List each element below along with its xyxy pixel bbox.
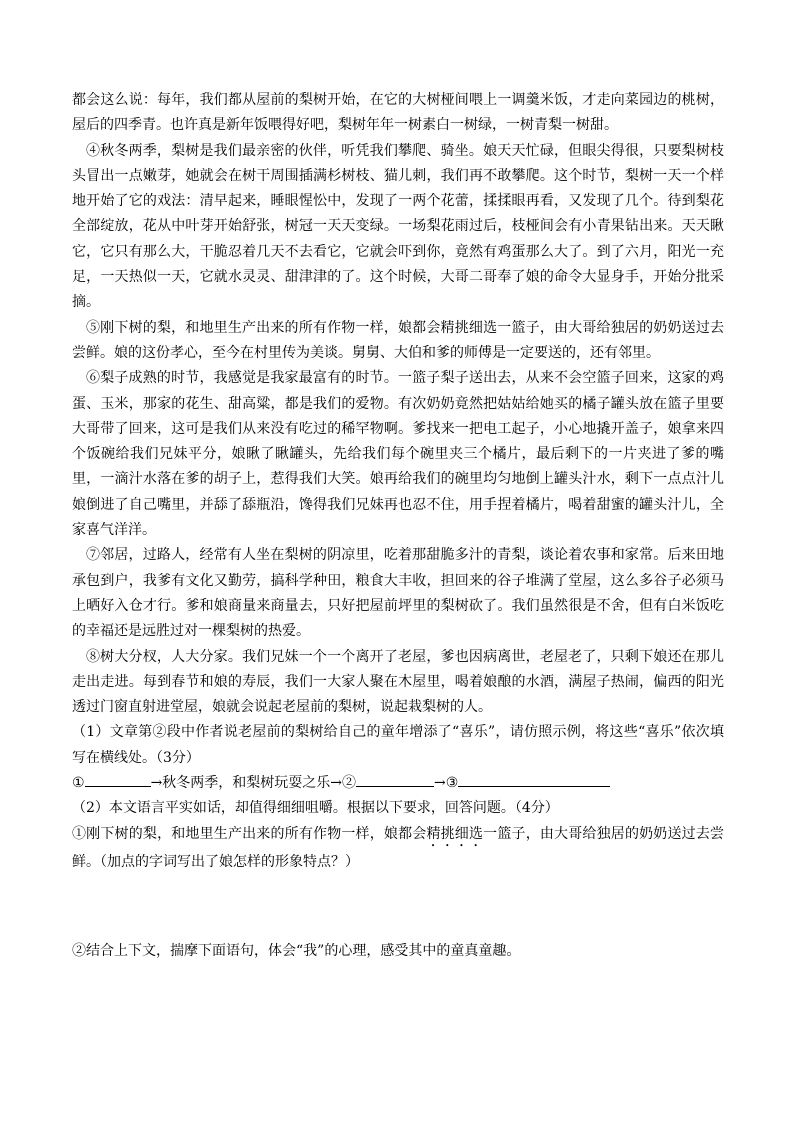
question-2-item-1 <box>72 822 724 875</box>
answer-label-1: ① <box>72 775 85 792</box>
example-text: →秋冬两季，和梨树玩耍之乐→② <box>150 775 357 792</box>
answer-space[interactable] <box>72 875 724 939</box>
answer-blank-3[interactable] <box>458 772 610 787</box>
document-page <box>72 88 724 964</box>
paragraph-continuation: 都会这么说：每年，我们都从屋前的梨树开始，在它的大树桠间喂上一调羹米饭，才走向菜园边的桃树，屋后的四季青。也许真是新年饭喂得好吧，梨树年年一树素白一树绿，一树青梨一树甜。 <box>72 92 724 134</box>
question-1-answer-line <box>72 771 724 796</box>
answer-label-3: →③ <box>434 775 459 792</box>
item-1-after: 一篮子，由大哥给独居的奶奶送过去尝鲜。（加点的字词写出了娘怎样的形象特点？） <box>72 825 725 870</box>
paragraph-7: ⑦邻居，过路人，经常有人坐在梨树的阴凉里，吃着那甜脆多汁的青梨，谈论着农事和家常。后来田地承包到户，我爹有文化又勤劳，搞科学种田，粮食大丰收，担回来的谷子堆满了堂屋，这么多谷子必须马上晒好入仓才行。爹和娘商量来商量去，只好把屋前坪里的梨树砍了。我们虽然很是不舍，但有白米饭吃的幸福还是远胜过对一棵梨树的热爱。 <box>72 547 724 640</box>
paragraph-5: ⑤刚下树的梨，和地里生产出来的所有作物一样，娘都会精挑细选一篮子，由大哥给独居的奶奶送过去尝鲜。娘的这份孝心，至今在村里传为美谈。舅舅、大伯和爹的师傅是一定要送的，还有邻里。 <box>72 319 724 361</box>
question-2: （2）本文语言平实如话，却值得细细咀嚼。根据以下要求，回答问题。（4分） <box>72 800 559 817</box>
answer-blank-2[interactable] <box>356 772 434 787</box>
dotted-words: 精挑细选 <box>426 825 484 842</box>
paragraph-6: ⑥梨子成熟的时节，我感觉是我家最富有的时节。一篮子梨子送出去，从来不会空篮子回来，这家的鸡蛋、玉米，那家的花生、甜高粱，都是我们的爱物。有次奶奶竟然把姑姑给她买的橘子罐头放在篮子里要大哥带了回来，这可是我们从来没有吃过的稀罕物啊。爹找来一把电工起子，小心地撬开盖子，娘拿来四个饭碗给我们兄妹平分，娘瞅了瞅罐头，先给我们每个碗里夹三个橘片，最后剩下的一片夹进了爹的嘴里，一滴汁水落在爹的胡子上，惹得我们大笑。娘再给我们的碗里均匀地倒上罐头汁水，剩下一点点汁儿娘倒进了自己嘴里，并舔了舔瓶沿，馋得我们兄妹再也忍不住，用手捏着橘片，喝着甜蜜的罐头汁儿，全家喜气洋洋。 <box>72 370 724 539</box>
answer-blank-1[interactable] <box>85 772 151 787</box>
question-1: （1）文章第②段中作者说老屋前的梨树给自己的童年增添了“喜乐”，请仿照示例，将这些“喜乐”依次填写在横线处。（3分） <box>72 724 724 766</box>
question-2-item-2: ②结合上下文，揣摩下面语句，体会“我”的心理，感受其中的童真童趣。 <box>72 942 521 959</box>
paragraph-4: ④秋冬两季，梨树是我们最亲密的伙伴，听凭我们攀爬、骑坐。娘天天忙碌，但眼尖得很，只要梨树枝头冒出一点嫩芽，她就会在树干周围插满杉树枝、猫儿刺，我们再不敢攀爬。这个时节，梨树一天一个样地开始了它的戏法：清早起来，睡眼惺忪中，发现了一两个花蕾，揉揉眼再看，又发现了几个。待到梨花全部绽放，花从中叶芽开始舒张，树冠一天天变绿。一场梨花雨过后，枝桠间会有小青果钻出来。天天瞅它，它只有那么大，干脆忍着几天不去看它，它就会吓到你，竟然有鸡蛋那么大了。到了六月，阳光一充足，一天热似一天，它就水灵灵、甜津津的了。这个时候，大哥二哥奉了娘的命令大显身手，开始分批采摘。 <box>72 142 724 311</box>
paragraph-8: ⑧树大分杈，人大分家。我们兄妹一个一个离开了老屋，爹也因病离世，老屋老了，只剩下娘还在那儿走出走进。每到春节和娘的寿辰，我们一大家人聚在木屋里，喝着娘酿的水酒，满屋子热闹，偏西的阳光透过门窗直射进堂屋，娘就会说起老屋前的梨树，说起栽梨树的人。 <box>72 648 724 716</box>
item-1-before: ①刚下树的梨，和地里生产出来的所有作物一样，娘都会 <box>72 825 427 842</box>
